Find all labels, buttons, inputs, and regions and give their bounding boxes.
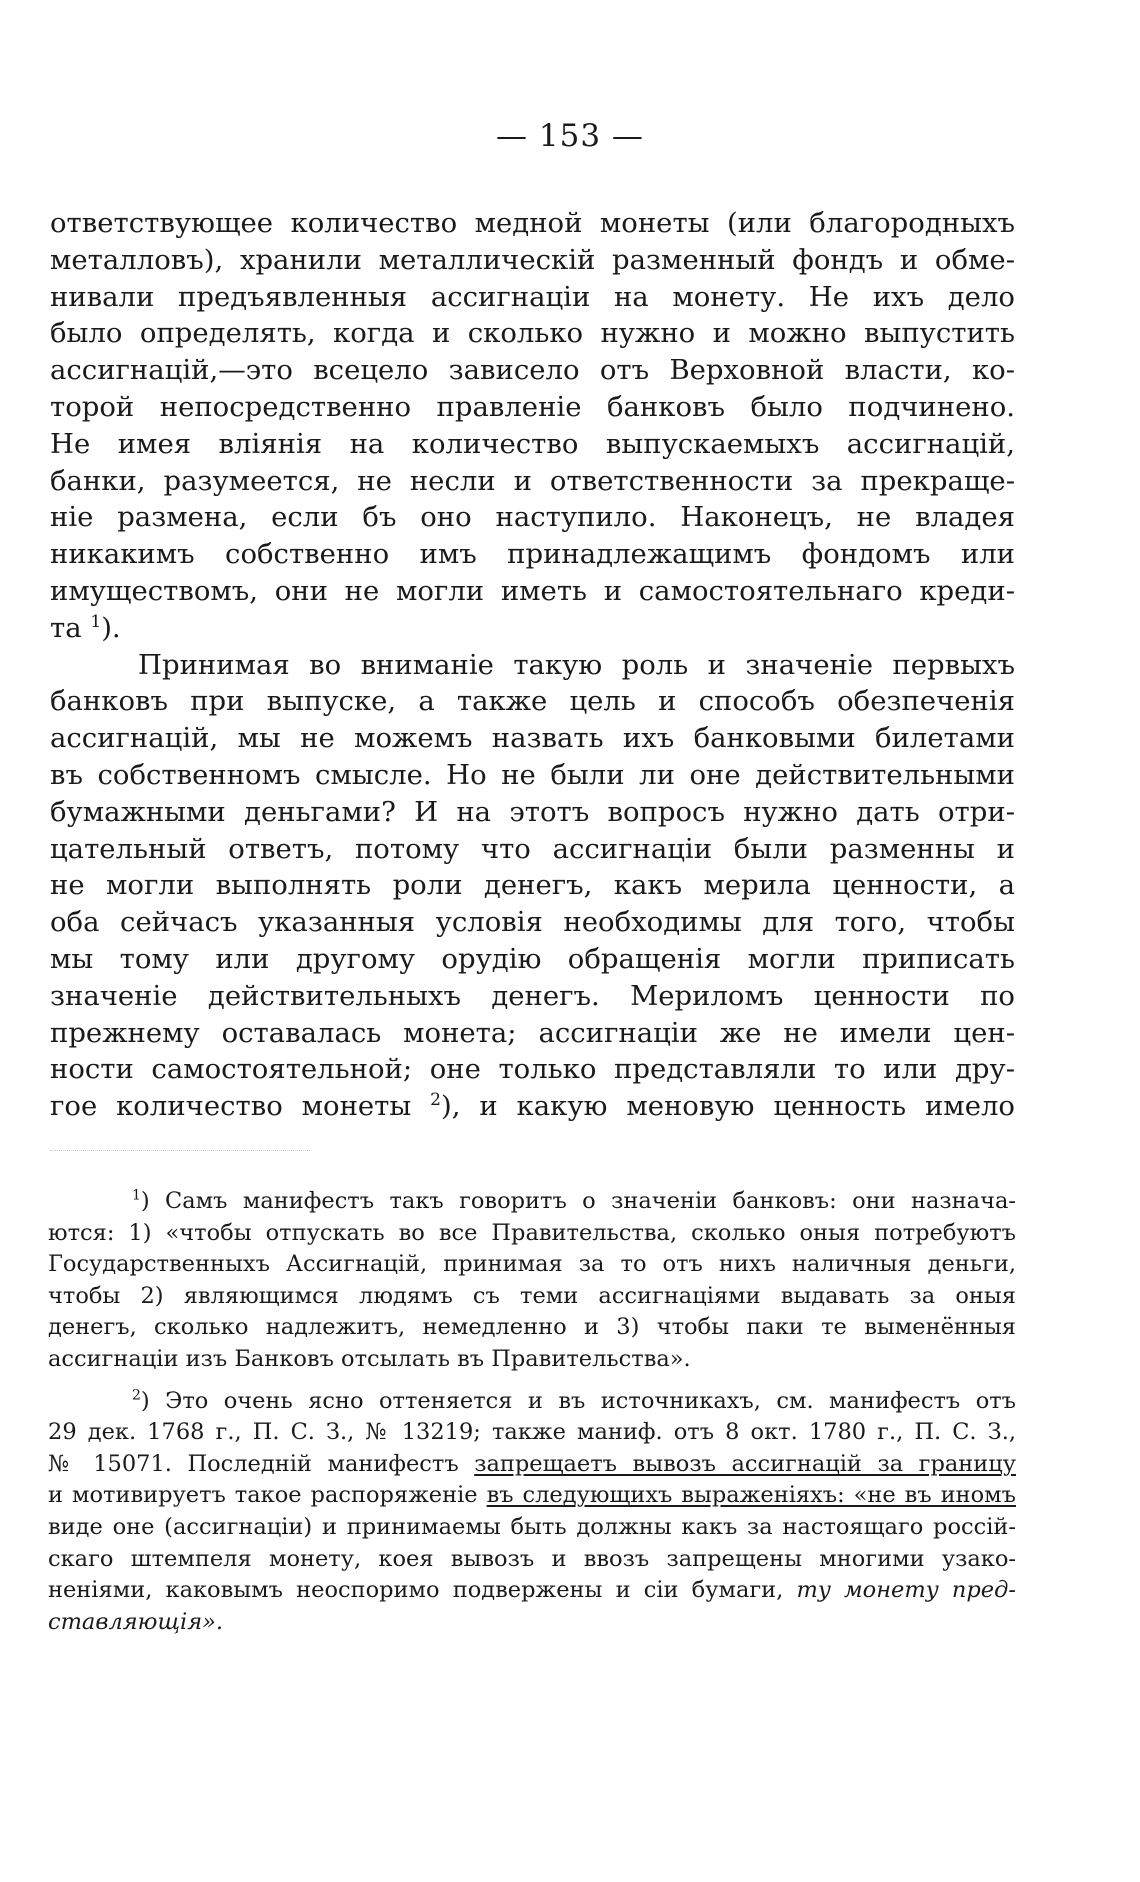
text-line: не могли выполнять роли денегъ, какъ мерила ценности, а <box>50 869 1015 902</box>
footnote-1-line: ассигнаціи изъ Банковъ отсылать въ Правительства». <box>48 1345 691 1372</box>
footnote-2-line <box>48 1386 1016 1418</box>
text-line: металловъ), хранили металлическій разменный фондъ и обме- <box>50 243 1015 276</box>
footnote-2-line <box>48 1449 1016 1481</box>
text-line: ности самостоятельной; оне только представляли то или дру- <box>50 1053 1015 1086</box>
footnote-ref-1-close: ). <box>101 611 121 644</box>
footnote-2-text: ) Это очень ясно оттеняется и въ источникахъ, см. манифестъ отъ <box>140 1387 1016 1414</box>
footnotes <box>48 1186 1016 1638</box>
text-line: значеніе действительныхъ денегъ. Мериломъ ценности по <box>50 979 1015 1012</box>
footnote-1-line: чтобы 2) являющимся людямъ съ теми ассигнаціями выдавать за оныя <box>48 1282 1016 1309</box>
text-line: ответствующее количество медной монеты (или благородныхъ <box>50 207 1015 239</box>
footnote-1-line <box>48 1186 1016 1218</box>
text-line: банки, разумеется, не несли и ответственности за прекраще- <box>50 464 1015 497</box>
footnote-2-line: виде оне (ассигнаціи) и принимаемы быть должны какъ за настоящаго россій- <box>48 1513 1016 1540</box>
footnote-ref-2-close: ), <box>441 1090 461 1123</box>
italic-text: ставляющія». <box>48 1608 224 1635</box>
footnote-1-line: Государственныхъ Ассигнацій, принимая за то отъ нихъ наличныя деньги, <box>48 1251 1016 1278</box>
text-fragment: та <box>50 611 82 644</box>
italic-text: ту монету пред- <box>796 1577 1016 1604</box>
footnote-2-line <box>48 1575 1016 1607</box>
text-line: торой непосредственно правленіе банковъ было подчинено. <box>50 390 1015 423</box>
text-line: цательный ответъ, потому что ассигнаціи были разменны и <box>50 832 1015 865</box>
footnote-2-line <box>48 1607 1016 1639</box>
text-line: никакимъ собственно имъ принадлежащимъ фондомъ или <box>50 538 1015 571</box>
text-line: имуществомъ, они не могли иметь и самостоятельнаго креди- <box>50 574 1015 607</box>
text-line <box>50 1088 1015 1125</box>
text-line <box>50 610 1015 647</box>
text-fragment: и какую меновую ценность имело <box>479 1090 1015 1123</box>
text-line: нивали предъявленныя ассигнаціи на монету. Не ихъ дело <box>50 280 1015 313</box>
footnote-2-text: неніями, каковымъ неоспоримо подвержены и сіи бумаги, <box>48 1577 784 1604</box>
footnote-separator <box>50 1150 310 1151</box>
text-line: ассигнацій,—это всецело зависело отъ Верховной власти, ко- <box>50 354 1015 387</box>
text-fragment: гое количество монеты <box>50 1090 412 1123</box>
underlined-text: въ следующихъ выраженіяхъ: «не въ иномъ <box>486 1482 1016 1509</box>
footnote-1-line: денегъ, сколько надлежитъ, немедленно и 3) чтобы паки те выменённыя <box>48 1314 1016 1341</box>
text-line: банковъ при выпуске, а также цель и способъ обезпеченія <box>50 685 1015 718</box>
text-line: ассигнацій, мы не можемъ назвать ихъ банковыми билетами <box>50 722 1015 755</box>
footnote-1-line: ются: 1) «чтобы отпускать во все Правительства, сколько оныя потребуютъ <box>48 1219 1016 1246</box>
text-line: Не имея вліянія на количество выпускаемыхъ ассигнацій, <box>50 427 1015 460</box>
text-line: Принимая во вниманіе такую роль и значеніе первыхъ <box>138 648 1015 681</box>
footnote-gap <box>48 1376 1016 1386</box>
text-line: было определять, когда и сколько нужно и можно выпустить <box>50 317 1015 350</box>
text-line: оба сейчасъ указанныя условія необходимы для того, чтобы <box>50 906 1015 939</box>
text-line: въ собственномъ смысле. Но не были ли оне действительными <box>50 758 1015 791</box>
underlined-text: запрещаетъ вывозъ ассигнацій за границу <box>474 1450 1016 1477</box>
footnote-2-line: скаго штемпеля монету, коея вывозъ и ввозъ запрещены многими узако- <box>48 1545 1016 1572</box>
footnote-ref-2: 2 <box>430 1089 441 1110</box>
footnote-2-text: № 15071. Последній манифестъ <box>48 1450 459 1477</box>
text-line: бумажными деньгами? И на этотъ вопросъ нужно дать отри- <box>50 795 1015 828</box>
main-text <box>50 205 1015 1125</box>
footnote-2-marker: 2 <box>132 1387 141 1404</box>
footnote-2-text: и мотивируетъ такое распоряженіе <box>48 1482 478 1509</box>
text-line: прежнему оставалась монета; ассигнаціи же не имели цен- <box>50 1016 1015 1049</box>
text-line: ніе размена, если бъ оно наступило. Наконецъ, не владея <box>50 501 1015 534</box>
page-number: — 153 — <box>496 118 644 154</box>
footnote-2-line <box>48 1480 1016 1512</box>
footnote-1-text: ) Самъ манифестъ такъ говоритъ о значеніи банковъ: они назнача- <box>140 1188 1016 1214</box>
text-line: мы тому или другому орудію обращенія могли приписать <box>50 942 1015 975</box>
footnote-1-marker: 1 <box>132 1187 141 1204</box>
footnote-2-line: 29 дек. 1768 г., П. С. З., № 13219; также маниф. отъ 8 окт. 1780 г., П. С. З., <box>48 1419 1016 1446</box>
footnote-ref-1: 1 <box>90 611 102 632</box>
